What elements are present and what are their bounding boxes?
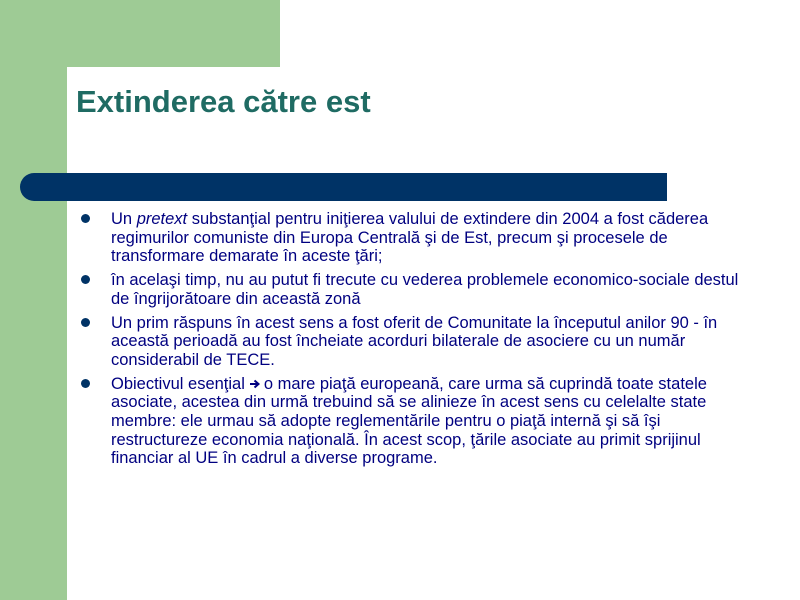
bullet-text: o mare piaţă europeană, care urma să cuprindă toate statele asociate, acestea din urmă trebuind să se alinieze în acest sens cu celelalte state membre: ele urmau să adopte reglementările pentru o piaţă internă şi să îşi restructureze economia naţională. În acest scop, ţările asociate au primit sprijinul financiar al UE în cadrul a diverse programe. xyxy=(111,374,707,468)
bullet-text: Un prim răspuns în acest sens a fost oferit de Comunitate la începutul anilor 90 - în această perioadă au fost încheiate acorduri bilaterale de asociere cu un număr considerabil de TECE. xyxy=(111,313,718,369)
bullet-dot-icon xyxy=(81,214,90,223)
bullet-item xyxy=(80,210,740,266)
slide-title: Extinderea către est xyxy=(76,84,371,119)
bullet-item xyxy=(80,271,740,308)
bullet-dot-icon xyxy=(81,379,90,388)
top-accent-band xyxy=(0,0,280,67)
bullet-list xyxy=(80,210,740,473)
bullet-item xyxy=(80,375,740,469)
bullet-text: substanţial pentru iniţierea valului de extindere din 2004 a fost căderea regimurilor comuniste din Europa Centrală şi de Est, precum şi procesele de transformare demarate în aceste ţări; xyxy=(111,210,709,266)
bullet-text-lead: Obiectivul esenţial xyxy=(111,374,245,393)
bullet-dot-icon xyxy=(81,318,90,327)
bullet-item xyxy=(80,314,740,370)
bullet-text-lead: Un xyxy=(111,210,137,228)
bullet-dot-icon xyxy=(81,275,90,284)
bullet-text: în acelaşi timp, nu au putut fi trecute cu vederea problemele economico-sociale destul de îngrijorătoare din această zonă xyxy=(111,271,739,308)
arrow-right-icon xyxy=(249,378,261,390)
bullet-emphasis: pretext xyxy=(136,210,188,228)
title-divider-bar xyxy=(20,173,667,201)
left-accent-band xyxy=(0,0,67,600)
